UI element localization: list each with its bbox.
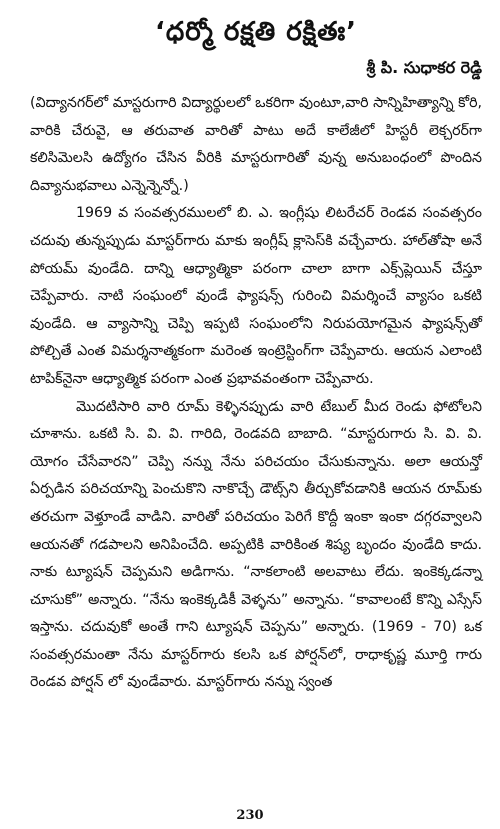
body-paragraph: మొదటిసారి వారి రూమ్ కెళ్ళినప్పుడు వారి టేబుల్ మీద రెండు ఫోటోలని చూశాను. ఒకటి సి. వి. వి. గారిది, రెండవది బాబాది. “మాస్టరుగారు సి. వి. వి. యోగం చేసేవారని” చెప్పి నన్ను నేను పరిచయం చేసుకున్నాను. అలా ఆయన్తో ఏర్పడిన పరిచయాన్ని పెంచుకొని నాకొచ్చే డౌట్స్‌ని తీర్చుకోవడానికి ఆయన రూమ్‌కు తరచుగా వెళ్తూండే వాడిని. వారితో పరిచయం పెరిగే కొద్దీ ఇంకా ఇంకా దగ్గరవ్వాలని ఆయనతో గడపాలని అనిపించేది. అప్పటికి వారికింత శిష్య బృందం వుండేది కాదు. నాకు ట్యూషన్ చెప్పమని అడిగాను. “నాకలాంటి అలవాటు లేదు. ఇంకెక్కడన్నా చూసుకో” అన్నారు. “నేను ఇంకెక్కడికీ వెళ్ళను” అన్నాను. “కావాలంటే కొన్ని ఎస్సేస్ ఇస్తాను. చదువుకో అంతే గాని ట్యూషన్ చెప్పను” అన్నారు. (1969 - 70) ఒక సంవత్సరమంతా నేను మాస్టర్‌గారు కలసి ఒక పోర్షన్‌లో, రాధాకృష్ణ మూర్తి గారు రెండవ పోర్షన్ లో వుండేవారు. మాస్టర్‌గారు నన్ను స్వంత xyxy=(30,398,482,691)
body-paragraph: 1969 వ సంవత్సరములలో బి. ఎ. ఇంగ్లీషు లిటరేచర్ రెండవ సంవత్సరం చదువు తున్నప్పుడు మాస్టర్‌గారు మాకు ఇంగ్లీష్ క్లాసెస్‌కి వచ్చేవారు. హాల్‌తోషా అనే పోయమ్ వుండేది. దాన్ని ఆధ్యాత్మికా పరంగా చాలా బాగా ఎక్స్‌ప్లెయిన్ చేస్తూ చెప్పేవారు. నాటి సంఘంలో వుండే ఫ్యాషన్స్ గురించి విమర్శించే వ్యాసం ఒకటి వుండేది. ఆ వ్యాసాన్ని చెప్పి ఇప్పటి సంఘంలోని నిరుపయోగమైన ఫ్యాషన్స్‌తో పోల్చితే ఎంత విమర్శనాత్మకంగా మరెంత ఇంట్రెస్టింగ్‌గా చెప్పేవారు. ఆయన ఎలాంటి టాపిక్‌నైనా ఆధ్యాత్మిక పరంగా ఎంత ప్రభావవంతంగా చెప్పేవారు. xyxy=(30,205,482,387)
intro-paragraph: (విద్యానగర్‌లో మాస్టరుగారి విద్యార్థులలో ఒకరిగా వుంటూ,వారి సాన్నిహిత్యాన్ని కోరి, వారికి చేరువై, ఆ తరువాత వారితో పాటు అదే కాలేజీలో హిస్టరీ లెక్చరర్‌గా కలిసిమెలసి ఉద్యోగం చేసిన వీరికి మాస్టరుగారితో వున్న అనుబంధంలో పొందిన దివ్యానుభవాలు ఎన్నెన్నెన్నో.) xyxy=(30,95,482,194)
article-title: ‘ధర్మో రక్షతి రక్షితః’ xyxy=(154,17,358,47)
article-author: శ్రీ పి. సుధాకర రెడ్డి xyxy=(366,58,482,77)
article-body xyxy=(30,90,482,697)
page-number: 230 xyxy=(236,808,264,823)
